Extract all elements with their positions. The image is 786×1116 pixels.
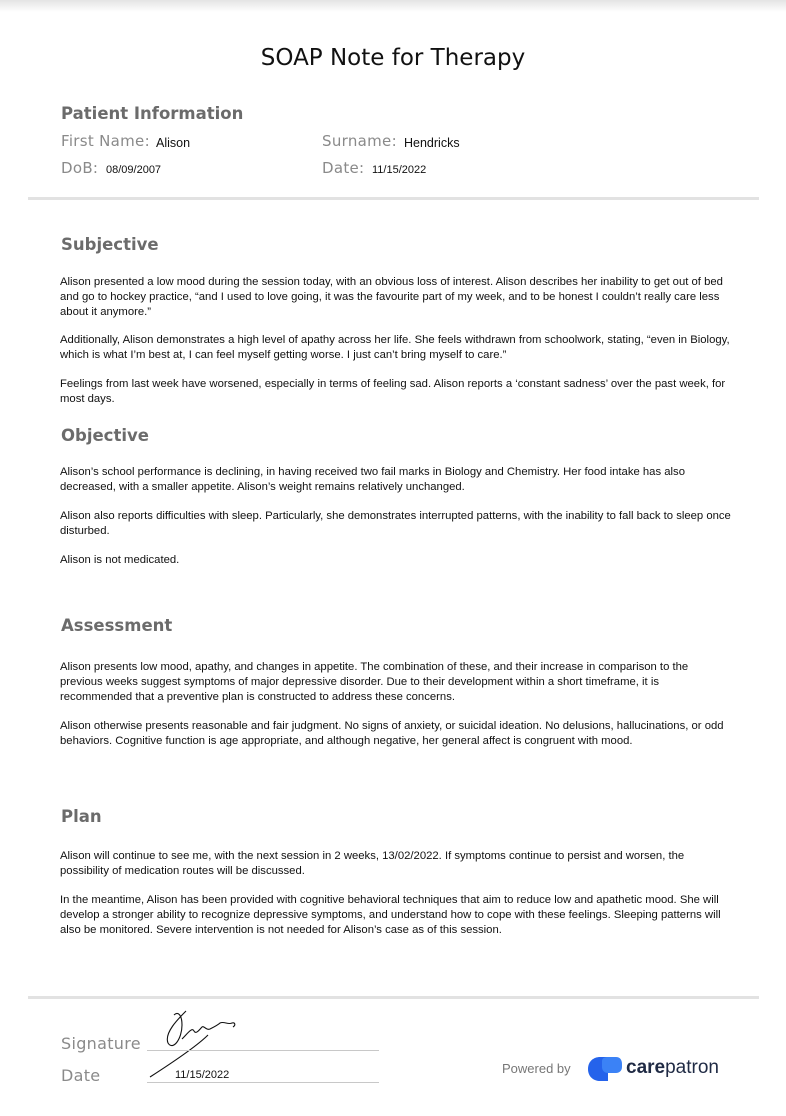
dob-value: 08/09/2007 [106, 164, 162, 176]
patient-info-heading: Patient Information [61, 104, 244, 123]
assessment-heading: Assessment [61, 616, 173, 635]
surname-value: Hendricks [404, 136, 460, 150]
brand-name-bold: care [626, 1057, 666, 1078]
plan-paragraph: Alison will continue to see me, with the next session in 2 weeks, 13/02/2022. If symptoms continue to persist and worsen, the possibility of medication routes will be discussed. [60, 850, 685, 877]
first-name-label: First Name: [61, 132, 150, 150]
plan-heading: Plan [61, 807, 102, 826]
brand-name-rest: patron [665, 1057, 719, 1078]
subjective-paragraph: Additionally, Alison demonstrates a high level of apathy across her life. She feels withdrawn from schoolwork, stating, “even in Biology, which is what I’m best at, I can feel myself getting worse. I just can’t bring myself to care.” [60, 334, 730, 361]
footer-date-value: 11/15/2022 [175, 1069, 230, 1081]
top-shadow [0, 0, 786, 12]
assessment-paragraph: Alison otherwise presents reasonable and fair judgment. No signs of anxiety, or suicidal ideation. No delusions, hallucinations, or odd behaviors. Cognitive function is age appropriate, and although negative, her general affect is congruent with mood. [60, 720, 724, 747]
objective-heading: Objective [61, 426, 149, 445]
objective-paragraph: Alison also reports difficulties with sleep. Particularly, she demonstrates interrupted patterns, with the inability to fall back to sleep once disturbed. [60, 510, 731, 537]
footer-divider [28, 996, 759, 999]
date-line [147, 1082, 379, 1083]
assessment-paragraph: Alison presents low mood, apathy, and changes in appetite. The combination of these, and their increase in comparison to the previous weeks suggest symptoms of major depressive disorder. Due to their development within a short timeframe, it is recommended that a preventive plan is constructed to address these concerns. [60, 661, 689, 703]
first-name-value: Alison [156, 136, 191, 150]
carepatron-logo-icon [586, 1055, 624, 1083]
section-divider [28, 197, 759, 200]
subjective-heading: Subjective [61, 235, 159, 254]
signature-label: Signature [61, 1034, 141, 1053]
date-value: 11/15/2022 [372, 164, 427, 176]
subjective-paragraph: Alison presented a low mood during the session today, with an obvious loss of interest. Alison describes her inability to get out of bed and go to hockey practice, “and I used to love going, it was the favourite part of my week, and to be honest I couldn’t really care less about it anymore.” [60, 276, 723, 318]
date-label: Date: [322, 159, 365, 177]
footer-date-label: Date [61, 1066, 101, 1085]
objective-paragraph: Alison is not medicated. [60, 554, 180, 566]
surname-label: Surname: [322, 132, 397, 150]
dob-label: DoB: [61, 159, 99, 177]
brand-name [626, 1057, 719, 1079]
signature-line [147, 1050, 379, 1051]
powered-by-label: Powered by [502, 1061, 571, 1076]
page-title: SOAP Note for Therapy [260, 45, 526, 71]
plan-paragraph: In the meantime, Alison has been provided with cognitive behavioral techniques that aim to reduce low and apathetic mood. She will develop a stronger ability to recognize depressive symptoms, and understand how to cope with these feelings. Sleeping patterns will also be monitored. Severe intervention is not needed for Alison’s case as of this session. [60, 894, 721, 936]
objective-paragraph: Alison’s school performance is declining, in having received two fail marks in Biology and Chemistry. Her food intake has also decreased, with a smaller appetite. Alison’s weight remains relatively unchanged. [60, 466, 685, 493]
subjective-paragraph: Feelings from last week have worsened, especially in terms of feeling sad. Alison reports a ‘constant sadness’ over the past week, for most days. [60, 378, 726, 405]
